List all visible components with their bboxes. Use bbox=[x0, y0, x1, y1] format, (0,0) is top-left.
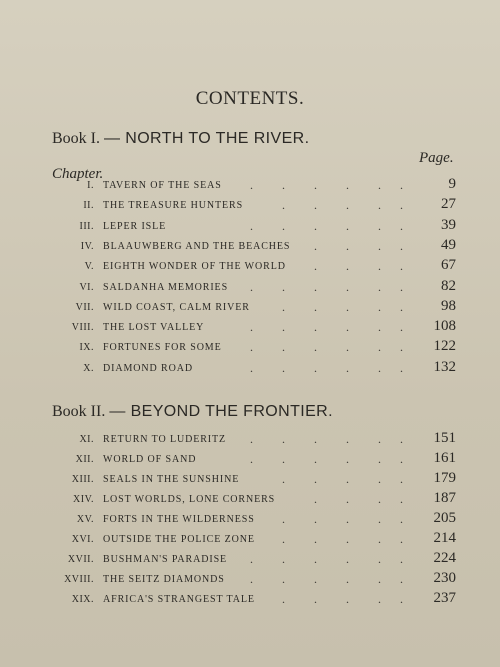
chapter-title: TAVERN OF THE SEAS bbox=[103, 180, 222, 191]
chapter-number: XIX. bbox=[71, 594, 94, 605]
chapter-column-label: Chapter. bbox=[52, 166, 104, 182]
chapter-number: X. bbox=[83, 362, 94, 374]
page-number: 39 bbox=[441, 216, 456, 233]
page-number: 82 bbox=[441, 277, 456, 294]
chapter-row: VIII. THE LOST VALLEY . . . . . . 108 bbox=[71, 318, 456, 335]
chapter-number: III. bbox=[79, 220, 94, 232]
page-number: 9 bbox=[448, 176, 456, 192]
book-heading-1 bbox=[52, 130, 309, 148]
chapter-row: XI. RETURN TO LUDERITZ . . . . . . 151 bbox=[79, 430, 456, 446]
chapter-number: VIII. bbox=[71, 322, 94, 334]
chapter-row: XIII. SEALS IN THE SUNSHINE . . . . . 179 bbox=[71, 470, 456, 486]
chapter-title: SEALS IN THE SUNSHINE bbox=[103, 474, 240, 485]
chapter-number: XVIII. bbox=[64, 574, 94, 585]
chapter-row: IV. BLAAUWBERG AND THE BEACHES . . . . 49 bbox=[80, 236, 456, 253]
chapter-number: V. bbox=[84, 261, 94, 273]
chapter-title: RETURN TO LUDERITZ bbox=[103, 434, 227, 445]
chapter-number: II. bbox=[83, 200, 94, 212]
page-number: 122 bbox=[433, 338, 456, 355]
chapter-number: XVI. bbox=[71, 534, 94, 545]
page-number: 67 bbox=[441, 257, 456, 274]
chapter-title: LEPER ISLE bbox=[103, 220, 167, 232]
page-number: 214 bbox=[433, 530, 456, 546]
chapter-title: FORTUNES FOR SOME bbox=[103, 342, 222, 354]
page-number: 49 bbox=[441, 236, 456, 253]
chapter-row: VII. WILD COAST, CALM RIVER . . . . . 98 bbox=[75, 297, 456, 314]
chapter-number: I. bbox=[87, 180, 94, 191]
chapter-title: THE LOST VALLEY bbox=[103, 322, 205, 334]
chapter-title: THE SEITZ DIAMONDS bbox=[103, 574, 225, 585]
chapter-title: BLAAUWBERG AND THE BEACHES bbox=[103, 240, 291, 252]
page-number: 108 bbox=[433, 318, 456, 335]
show-through-text bbox=[240, 10, 440, 80]
chapter-row: IX. FORTUNES FOR SOME . . . . . . 122 bbox=[79, 338, 456, 355]
chapter-title: LOST WORLDS, LONE CORNERS bbox=[103, 494, 276, 505]
chapter-number: IX. bbox=[79, 342, 94, 354]
chapter-row: III. LEPER ISLE . . . . . . 39 bbox=[79, 216, 456, 233]
chapter-number: XVII. bbox=[67, 554, 94, 565]
chapter-title: WILD COAST, CALM RIVER bbox=[103, 301, 250, 313]
chapter-number: VII. bbox=[75, 301, 94, 313]
chapter-row: II. THE TREASURE HUNTERS . . . . . 27 bbox=[83, 196, 456, 213]
chapter-title: BUSHMAN'S PARADISE bbox=[103, 554, 228, 565]
chapter-row: XIV. LOST WORLDS, LONE CORNERS . . . . 187 bbox=[73, 490, 456, 506]
page-title: CONTENTS. bbox=[195, 88, 305, 109]
chapter-title: FORTS IN THE WILDERNESS bbox=[103, 514, 255, 525]
chapter-number: XII. bbox=[75, 454, 94, 465]
chapter-title: AFRICA'S STRANGEST TALE bbox=[103, 594, 255, 605]
page-number: 179 bbox=[433, 470, 456, 486]
page-number: 237 bbox=[433, 590, 456, 606]
book-label: Book II. bbox=[52, 403, 106, 420]
chapter-title: OUTSIDE THE POLICE ZONE bbox=[103, 534, 255, 545]
page-number: 98 bbox=[441, 297, 456, 314]
chapter-title: SALDANHA MEMORIES bbox=[103, 281, 229, 293]
chapter-number: XIV. bbox=[73, 494, 94, 505]
chapter-row: VI. SALDANHA MEMORIES . . . . . . 82 bbox=[79, 277, 456, 294]
chapter-row: XVII. BUSHMAN'S PARADISE . . . . . . 224 bbox=[67, 550, 456, 566]
chapter-row: XVI. OUTSIDE THE POLICE ZONE . . . . . 214 bbox=[71, 530, 456, 546]
chapter-number: XV. bbox=[76, 514, 94, 525]
chapter-row: XII. WORLD OF SAND . . . . . . 161 bbox=[75, 450, 456, 466]
page-number: 132 bbox=[433, 358, 456, 375]
chapter-row: I. TAVERN OF THE SEAS . . . . . . 9 bbox=[87, 176, 456, 192]
book-title: — NORTH TO THE RIVER. bbox=[104, 130, 310, 147]
chapter-row: XIX. AFRICA'S STRANGEST TALE . . . . . 237 bbox=[71, 590, 456, 606]
page-number: 187 bbox=[433, 490, 456, 506]
page-number: 161 bbox=[433, 450, 456, 466]
chapter-number: IV. bbox=[80, 240, 94, 252]
chapter-title: THE TREASURE HUNTERS bbox=[103, 200, 244, 212]
book-heading-2 bbox=[52, 403, 333, 421]
chapter-number: XIII. bbox=[71, 474, 94, 485]
page-number: 27 bbox=[441, 196, 456, 213]
chapter-title: EIGHTH WONDER OF THE WORLD bbox=[103, 261, 286, 273]
chapter-number: XI. bbox=[79, 434, 94, 445]
chapter-title: DIAMOND ROAD bbox=[103, 362, 193, 374]
book-label: Book I. bbox=[52, 130, 100, 147]
page-number: 151 bbox=[433, 430, 456, 446]
page-number: 205 bbox=[433, 510, 456, 526]
chapter-title: WORLD OF SAND bbox=[103, 454, 197, 465]
chapter-number: VI. bbox=[79, 281, 94, 293]
page-number: 224 bbox=[433, 550, 456, 566]
chapter-row: XV. FORTS IN THE WILDERNESS . . . . . 205 bbox=[76, 510, 456, 526]
chapter-row: V. EIGHTH WONDER OF THE WORLD . . . . 67 bbox=[84, 257, 456, 274]
book-title: — BEYOND THE FRONTIER. bbox=[109, 403, 333, 420]
chapter-row: X. DIAMOND ROAD . . . . . . 132 bbox=[83, 358, 456, 375]
page-column-label: Page. bbox=[419, 150, 454, 166]
chapter-row: XVIII. THE SEITZ DIAMONDS . . . . . . 230 bbox=[64, 570, 456, 586]
page-number: 230 bbox=[433, 570, 456, 586]
